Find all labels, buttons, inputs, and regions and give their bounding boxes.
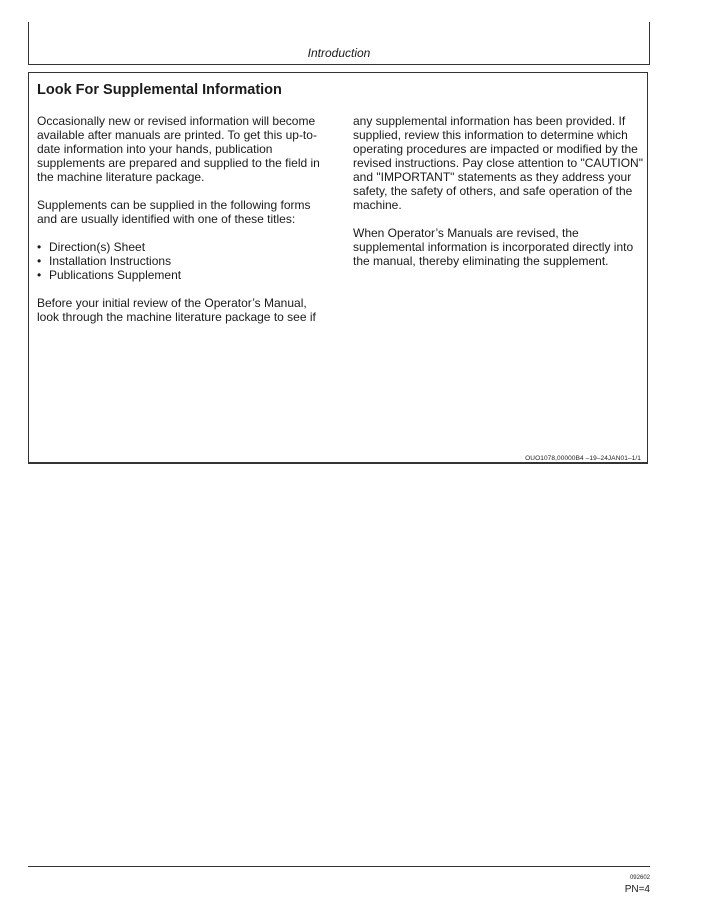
list-item bbox=[37, 240, 327, 254]
paragraph: When Operator’s Manuals are revised, the supplemental information is incorporated directly into the manual, thereby eliminating the supplement. bbox=[353, 226, 634, 268]
footer-code: 092602 bbox=[629, 875, 650, 881]
list-item-text: Direction(s) Sheet bbox=[49, 240, 146, 254]
supplement-titles-list bbox=[37, 240, 327, 282]
header-frame bbox=[28, 22, 650, 65]
list-item bbox=[37, 268, 327, 282]
section-box bbox=[28, 72, 648, 464]
list-item bbox=[37, 254, 327, 268]
bullet-icon: • bbox=[37, 268, 42, 282]
list-item-text: Installation Instructions bbox=[49, 254, 172, 268]
footer-divider bbox=[28, 866, 650, 867]
paragraph: Occasionally new or revised information will become available after manuals are printed. To get this up-to-date information into your hands, publication supplements are prepared and supplied to the field in the machine literature package. bbox=[37, 114, 320, 184]
paragraph: any supplemental information has been provided. If supplied, review this information to determine which operating procedures are impacted or modified by the revised instructions. Pay close attention to "CAUTION" and "IMPORTANT" statements as they address your safety, the safety of others, and safe operation of the machine. bbox=[353, 114, 643, 212]
section-title: Look For Supplemental Information bbox=[37, 82, 282, 98]
paragraph: Supplements can be supplied in the following forms and are usually identified with one of these titles: bbox=[37, 198, 311, 226]
page-header-title: Introduction bbox=[307, 46, 371, 60]
bullet-icon: • bbox=[37, 240, 42, 254]
paragraph: Before your initial review of the Operator’s Manual, look through the machine literature package to see if bbox=[37, 296, 316, 324]
reference-code: OUO1078,00000B4 –19–24JAN01–1/1 bbox=[525, 455, 641, 462]
list-item-text: Publications Supplement bbox=[49, 268, 182, 282]
page-number: PN=4 bbox=[624, 884, 650, 895]
right-column bbox=[353, 114, 643, 282]
left-column bbox=[37, 114, 327, 338]
bullet-icon: • bbox=[37, 254, 42, 268]
